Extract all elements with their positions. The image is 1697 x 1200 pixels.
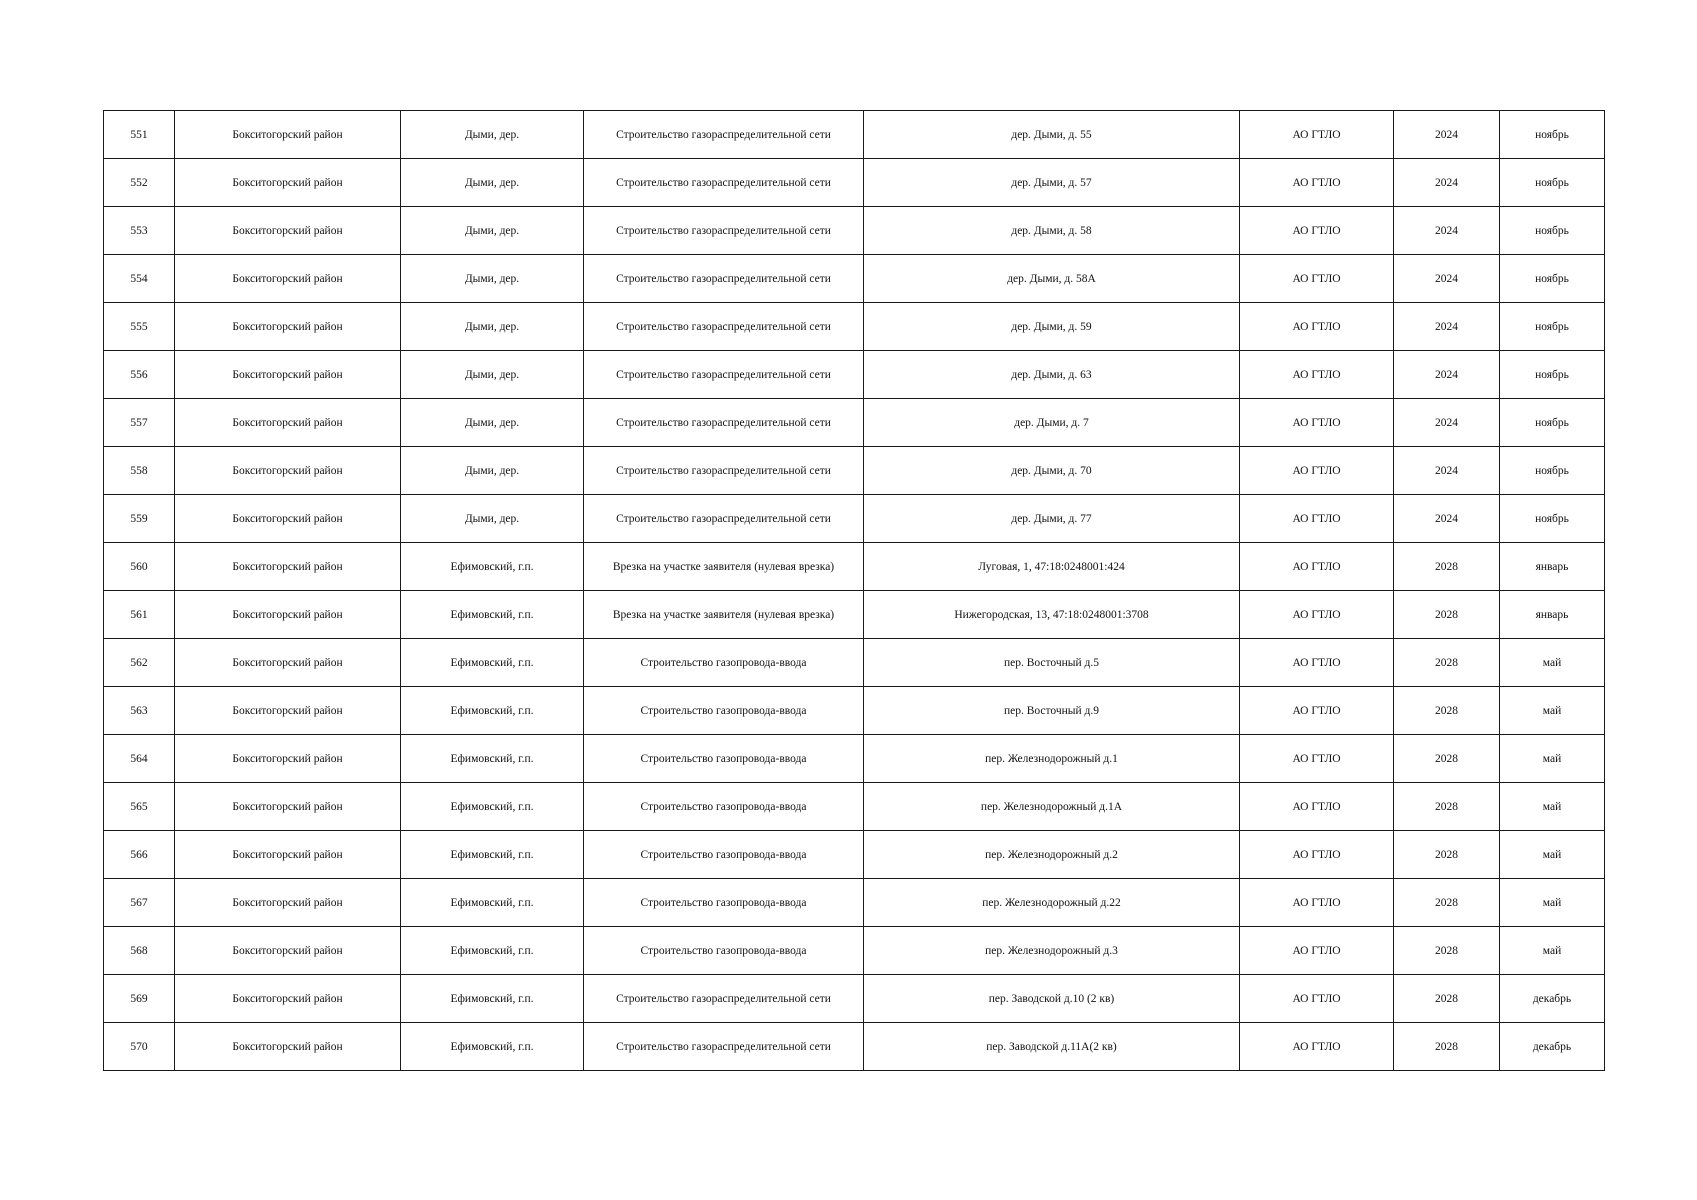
organization-cell: АО ГТЛО <box>1240 879 1394 927</box>
row-number-cell: 560 <box>104 543 175 591</box>
work-type-cell: Строительство газораспределительной сети <box>584 111 864 159</box>
address-cell: дер. Дыми, д. 77 <box>864 495 1240 543</box>
work-type-cell: Строительство газораспределительной сети <box>584 207 864 255</box>
month-cell: ноябрь <box>1500 255 1605 303</box>
settlement-cell: Дыми, дер. <box>401 495 584 543</box>
district-cell: Бокситогорский район <box>175 207 401 255</box>
row-number-cell: 565 <box>104 783 175 831</box>
address-cell: дер. Дыми, д. 58 <box>864 207 1240 255</box>
table-body <box>104 111 1605 1071</box>
address-cell: дер. Дыми, д. 63 <box>864 351 1240 399</box>
district-cell: Бокситогорский район <box>175 831 401 879</box>
work-type-cell: Строительство газопровода-ввода <box>584 687 864 735</box>
row-number-cell: 552 <box>104 159 175 207</box>
settlement-cell: Дыми, дер. <box>401 111 584 159</box>
gasification-schedule-table <box>103 110 1605 1071</box>
month-cell: ноябрь <box>1500 351 1605 399</box>
district-cell: Бокситогорский район <box>175 111 401 159</box>
year-cell: 2024 <box>1394 159 1500 207</box>
district-cell: Бокситогорский район <box>175 351 401 399</box>
organization-cell: АО ГТЛО <box>1240 303 1394 351</box>
address-cell: пер. Железнодорожный д.3 <box>864 927 1240 975</box>
organization-cell: АО ГТЛО <box>1240 591 1394 639</box>
settlement-cell: Дыми, дер. <box>401 159 584 207</box>
table-row <box>104 447 1605 495</box>
work-type-cell: Строительство газораспределительной сети <box>584 351 864 399</box>
month-cell: май <box>1500 831 1605 879</box>
organization-cell: АО ГТЛО <box>1240 495 1394 543</box>
row-number-cell: 559 <box>104 495 175 543</box>
year-cell: 2024 <box>1394 111 1500 159</box>
district-cell: Бокситогорский район <box>175 399 401 447</box>
organization-cell: АО ГТЛО <box>1240 1023 1394 1071</box>
year-cell: 2028 <box>1394 927 1500 975</box>
district-cell: Бокситогорский район <box>175 783 401 831</box>
work-type-cell: Строительство газораспределительной сети <box>584 303 864 351</box>
settlement-cell: Ефимовский, г.п. <box>401 735 584 783</box>
organization-cell: АО ГТЛО <box>1240 639 1394 687</box>
table-row <box>104 591 1605 639</box>
district-cell: Бокситогорский район <box>175 1023 401 1071</box>
settlement-cell: Дыми, дер. <box>401 351 584 399</box>
month-cell: май <box>1500 735 1605 783</box>
organization-cell: АО ГТЛО <box>1240 927 1394 975</box>
work-type-cell: Строительство газопровода-ввода <box>584 639 864 687</box>
settlement-cell: Ефимовский, г.п. <box>401 975 584 1023</box>
table-row <box>104 927 1605 975</box>
settlement-cell: Ефимовский, г.п. <box>401 543 584 591</box>
organization-cell: АО ГТЛО <box>1240 159 1394 207</box>
settlement-cell: Ефимовский, г.п. <box>401 831 584 879</box>
district-cell: Бокситогорский район <box>175 927 401 975</box>
district-cell: Бокситогорский район <box>175 543 401 591</box>
district-cell: Бокситогорский район <box>175 639 401 687</box>
work-type-cell: Строительство газопровода-ввода <box>584 735 864 783</box>
district-cell: Бокситогорский район <box>175 591 401 639</box>
work-type-cell: Строительство газопровода-ввода <box>584 831 864 879</box>
address-cell: пер. Восточный д.9 <box>864 687 1240 735</box>
row-number-cell: 564 <box>104 735 175 783</box>
settlement-cell: Ефимовский, г.п. <box>401 687 584 735</box>
month-cell: ноябрь <box>1500 207 1605 255</box>
month-cell: ноябрь <box>1500 447 1605 495</box>
month-cell: май <box>1500 879 1605 927</box>
year-cell: 2028 <box>1394 591 1500 639</box>
month-cell: январь <box>1500 543 1605 591</box>
address-cell: пер. Заводской д.11А(2 кв) <box>864 1023 1240 1071</box>
work-type-cell: Врезка на участке заявителя (нулевая врезка) <box>584 543 864 591</box>
address-cell: пер. Железнодорожный д.22 <box>864 879 1240 927</box>
table-row <box>104 543 1605 591</box>
table-row <box>104 351 1605 399</box>
organization-cell: АО ГТЛО <box>1240 975 1394 1023</box>
table-row <box>104 111 1605 159</box>
address-cell: пер. Восточный д.5 <box>864 639 1240 687</box>
district-cell: Бокситогорский район <box>175 159 401 207</box>
address-cell: дер. Дыми, д. 58А <box>864 255 1240 303</box>
row-number-cell: 570 <box>104 1023 175 1071</box>
month-cell: ноябрь <box>1500 111 1605 159</box>
month-cell: май <box>1500 639 1605 687</box>
address-cell: Луговая, 1, 47:18:0248001:424 <box>864 543 1240 591</box>
table-row <box>104 831 1605 879</box>
organization-cell: АО ГТЛО <box>1240 543 1394 591</box>
year-cell: 2028 <box>1394 975 1500 1023</box>
year-cell: 2028 <box>1394 783 1500 831</box>
district-cell: Бокситогорский район <box>175 879 401 927</box>
settlement-cell: Ефимовский, г.п. <box>401 783 584 831</box>
row-number-cell: 556 <box>104 351 175 399</box>
address-cell: дер. Дыми, д. 57 <box>864 159 1240 207</box>
row-number-cell: 554 <box>104 255 175 303</box>
organization-cell: АО ГТЛО <box>1240 831 1394 879</box>
row-number-cell: 557 <box>104 399 175 447</box>
table-row <box>104 255 1605 303</box>
district-cell: Бокситогорский район <box>175 495 401 543</box>
year-cell: 2028 <box>1394 831 1500 879</box>
district-cell: Бокситогорский район <box>175 687 401 735</box>
year-cell: 2028 <box>1394 735 1500 783</box>
month-cell: ноябрь <box>1500 399 1605 447</box>
row-number-cell: 553 <box>104 207 175 255</box>
year-cell: 2028 <box>1394 687 1500 735</box>
table-row <box>104 303 1605 351</box>
work-type-cell: Строительство газораспределительной сети <box>584 447 864 495</box>
settlement-cell: Ефимовский, г.п. <box>401 1023 584 1071</box>
settlement-cell: Дыми, дер. <box>401 207 584 255</box>
work-type-cell: Строительство газораспределительной сети <box>584 159 864 207</box>
address-cell: дер. Дыми, д. 70 <box>864 447 1240 495</box>
table-row <box>104 159 1605 207</box>
month-cell: май <box>1500 927 1605 975</box>
row-number-cell: 555 <box>104 303 175 351</box>
row-number-cell: 562 <box>104 639 175 687</box>
year-cell: 2024 <box>1394 351 1500 399</box>
row-number-cell: 563 <box>104 687 175 735</box>
table-row <box>104 735 1605 783</box>
year-cell: 2024 <box>1394 207 1500 255</box>
address-cell: дер. Дыми, д. 7 <box>864 399 1240 447</box>
month-cell: декабрь <box>1500 975 1605 1023</box>
year-cell: 2024 <box>1394 447 1500 495</box>
table-row <box>104 879 1605 927</box>
month-cell: ноябрь <box>1500 495 1605 543</box>
table-row <box>104 783 1605 831</box>
month-cell: январь <box>1500 591 1605 639</box>
year-cell: 2028 <box>1394 879 1500 927</box>
work-type-cell: Строительство газопровода-ввода <box>584 783 864 831</box>
table-row <box>104 1023 1605 1071</box>
year-cell: 2028 <box>1394 1023 1500 1071</box>
settlement-cell: Ефимовский, г.п. <box>401 591 584 639</box>
district-cell: Бокситогорский район <box>175 303 401 351</box>
work-type-cell: Строительство газораспределительной сети <box>584 495 864 543</box>
year-cell: 2024 <box>1394 255 1500 303</box>
work-type-cell: Строительство газораспределительной сети <box>584 975 864 1023</box>
settlement-cell: Ефимовский, г.п. <box>401 639 584 687</box>
month-cell: май <box>1500 687 1605 735</box>
organization-cell: АО ГТЛО <box>1240 783 1394 831</box>
table-row <box>104 399 1605 447</box>
table-row <box>104 495 1605 543</box>
table-row <box>104 207 1605 255</box>
organization-cell: АО ГТЛО <box>1240 111 1394 159</box>
year-cell: 2028 <box>1394 639 1500 687</box>
district-cell: Бокситогорский район <box>175 255 401 303</box>
organization-cell: АО ГТЛО <box>1240 399 1394 447</box>
month-cell: ноябрь <box>1500 303 1605 351</box>
month-cell: ноябрь <box>1500 159 1605 207</box>
district-cell: Бокситогорский район <box>175 975 401 1023</box>
address-cell: пер. Заводской д.10 (2 кв) <box>864 975 1240 1023</box>
organization-cell: АО ГТЛО <box>1240 207 1394 255</box>
row-number-cell: 568 <box>104 927 175 975</box>
row-number-cell: 561 <box>104 591 175 639</box>
settlement-cell: Дыми, дер. <box>401 447 584 495</box>
address-cell: дер. Дыми, д. 59 <box>864 303 1240 351</box>
row-number-cell: 558 <box>104 447 175 495</box>
work-type-cell: Врезка на участке заявителя (нулевая врезка) <box>584 591 864 639</box>
settlement-cell: Дыми, дер. <box>401 255 584 303</box>
work-type-cell: Строительство газопровода-ввода <box>584 927 864 975</box>
work-type-cell: Строительство газораспределительной сети <box>584 399 864 447</box>
month-cell: декабрь <box>1500 1023 1605 1071</box>
address-cell: пер. Железнодорожный д.1А <box>864 783 1240 831</box>
work-type-cell: Строительство газораспределительной сети <box>584 255 864 303</box>
row-number-cell: 551 <box>104 111 175 159</box>
settlement-cell: Ефимовский, г.п. <box>401 879 584 927</box>
address-cell: Нижегородская, 13, 47:18:0248001:3708 <box>864 591 1240 639</box>
address-cell: пер. Железнодорожный д.2 <box>864 831 1240 879</box>
organization-cell: АО ГТЛО <box>1240 735 1394 783</box>
organization-cell: АО ГТЛО <box>1240 447 1394 495</box>
year-cell: 2028 <box>1394 543 1500 591</box>
year-cell: 2024 <box>1394 399 1500 447</box>
district-cell: Бокситогорский район <box>175 447 401 495</box>
year-cell: 2024 <box>1394 303 1500 351</box>
organization-cell: АО ГТЛО <box>1240 255 1394 303</box>
address-cell: дер. Дыми, д. 55 <box>864 111 1240 159</box>
work-type-cell: Строительство газопровода-ввода <box>584 879 864 927</box>
table-row <box>104 975 1605 1023</box>
district-cell: Бокситогорский район <box>175 735 401 783</box>
year-cell: 2024 <box>1394 495 1500 543</box>
table-row <box>104 687 1605 735</box>
row-number-cell: 567 <box>104 879 175 927</box>
address-cell: пер. Железнодорожный д.1 <box>864 735 1240 783</box>
work-type-cell: Строительство газораспределительной сети <box>584 1023 864 1071</box>
month-cell: май <box>1500 783 1605 831</box>
table-row <box>104 639 1605 687</box>
settlement-cell: Дыми, дер. <box>401 399 584 447</box>
organization-cell: АО ГТЛО <box>1240 687 1394 735</box>
organization-cell: АО ГТЛО <box>1240 351 1394 399</box>
settlement-cell: Дыми, дер. <box>401 303 584 351</box>
settlement-cell: Ефимовский, г.п. <box>401 927 584 975</box>
row-number-cell: 569 <box>104 975 175 1023</box>
row-number-cell: 566 <box>104 831 175 879</box>
